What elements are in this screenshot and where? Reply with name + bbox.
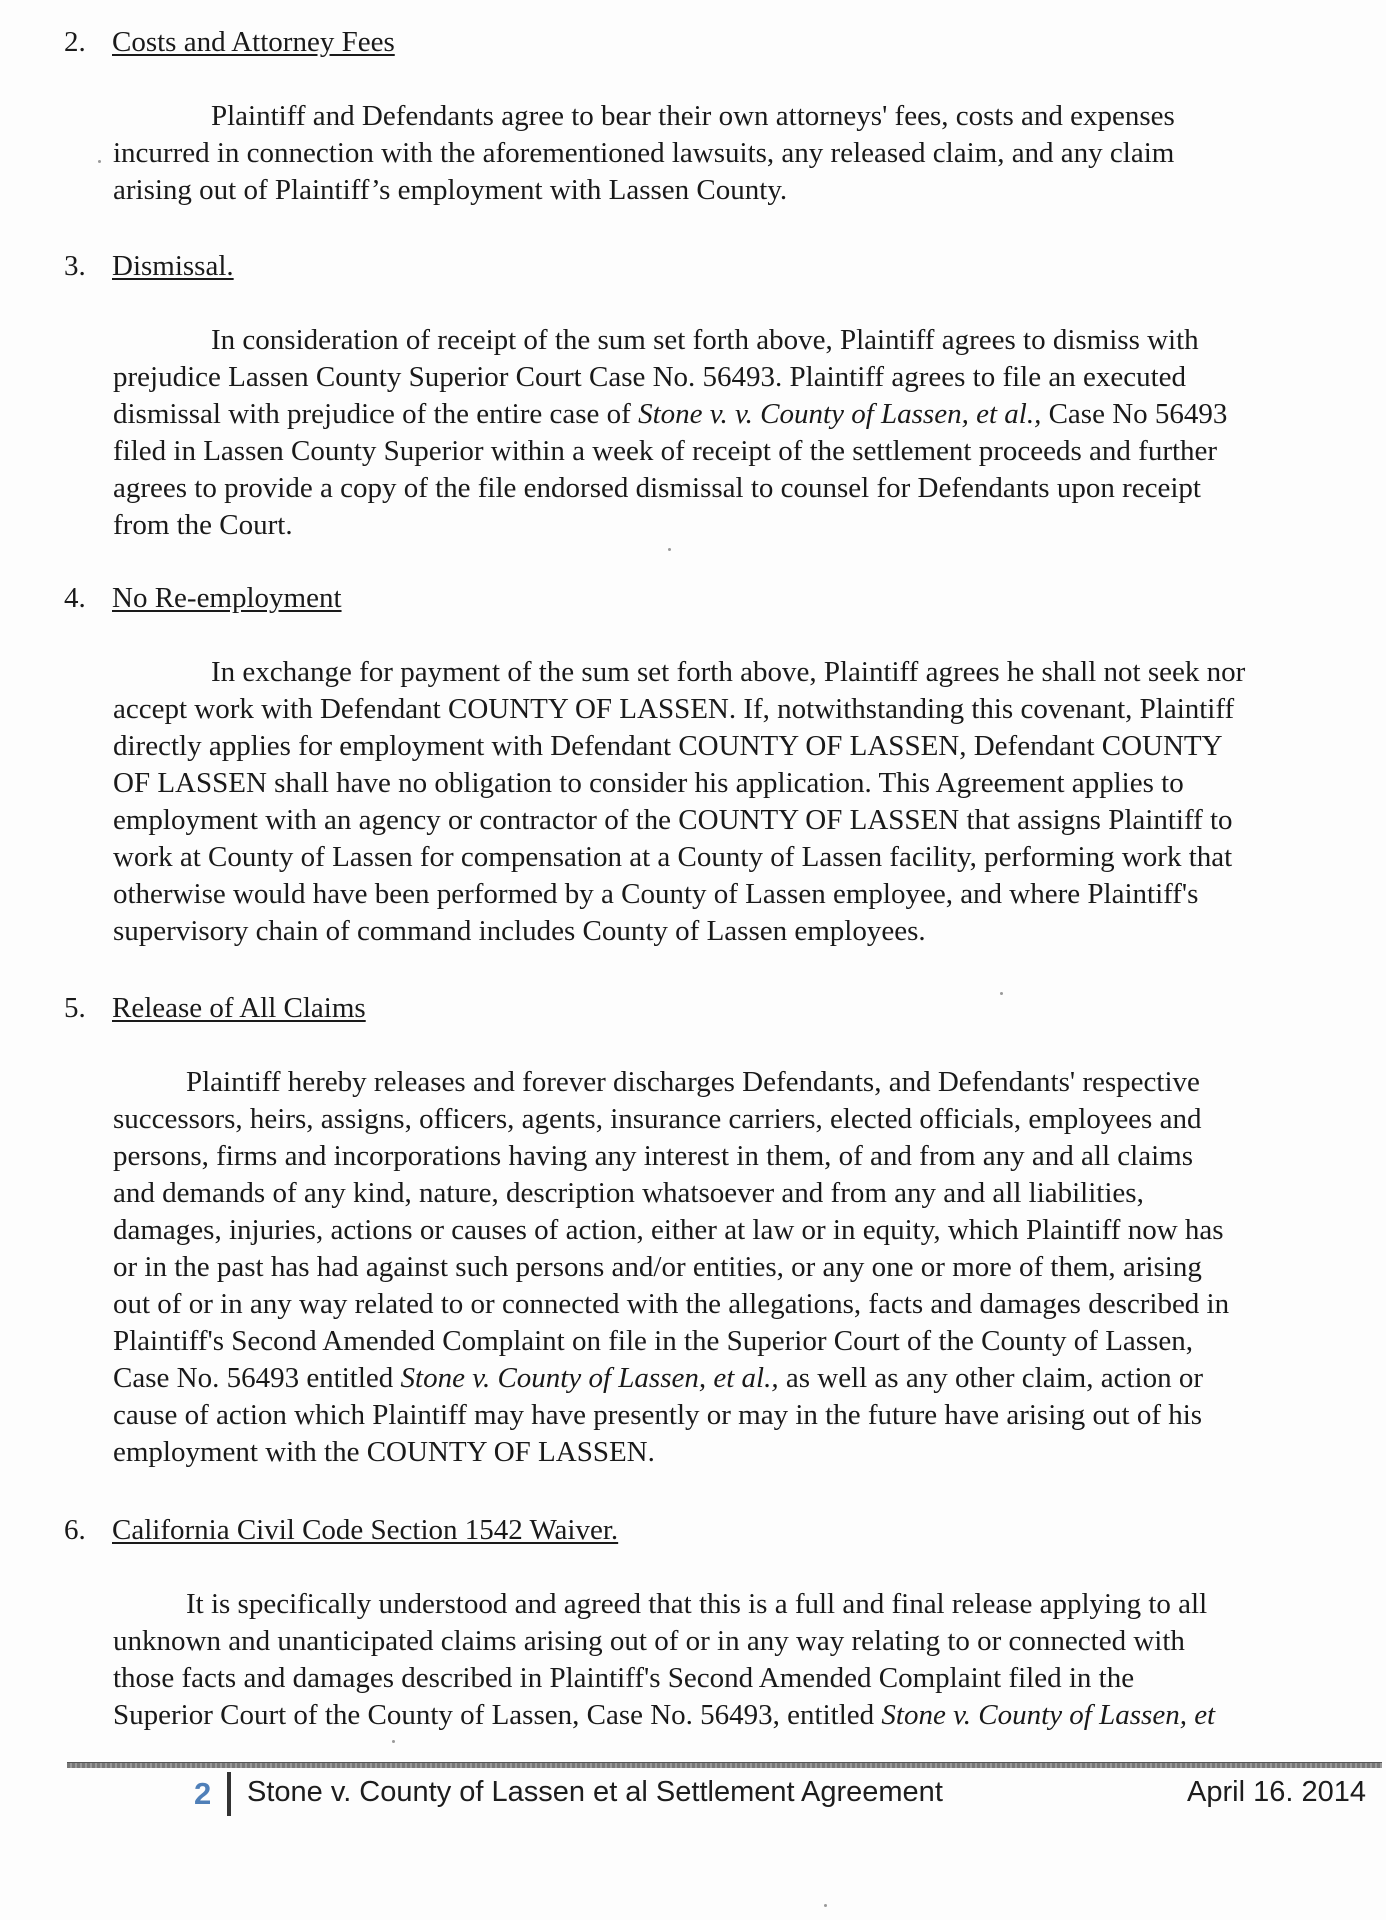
page-footer (190, 1772, 1380, 1812)
section-dismissal (64, 248, 1364, 541)
text-run: Case No 56493 (1041, 398, 1228, 430)
paragraph-line: arising out of Plaintiff’s employment with Lassen County. (113, 174, 788, 206)
paragraph-line: from the Court. (113, 509, 293, 541)
footer-rule (67, 1762, 1382, 1768)
scan-speck (392, 1740, 395, 1743)
page-number: 2 (194, 1776, 212, 1811)
paragraph-line: Plaintiff and Defendants agree to bear their own attorneys' fees, costs and expenses (211, 100, 1175, 132)
text-run: Case No. 56493 entitled (113, 1362, 401, 1394)
section-title: California Civil Code Section 1542 Waiver. (112, 1514, 619, 1546)
section-title: Dismissal. (112, 250, 234, 282)
scan-speck (98, 160, 101, 163)
case-citation: Stone v. County of Lassen, et al., (400, 1362, 779, 1394)
paragraph-line: agrees to provide a copy of the file endorsed dismissal to counsel for Defendants upon receipt (113, 472, 1201, 504)
paragraph-line: In exchange for payment of the sum set forth above, Plaintiff agrees he shall not seek nor (211, 656, 1246, 688)
paragraph-line: directly applies for employment with Defendant COUNTY OF LASSEN, Defendant COUNTY (113, 730, 1223, 762)
paragraph-line: employment with the COUNTY OF LASSEN. (113, 1436, 655, 1468)
section-title: Release of All Claims (112, 992, 366, 1024)
paragraph-line: accept work with Defendant COUNTY OF LASSEN. If, notwithstanding this covenant, Plaintiff (113, 693, 1235, 725)
footer-title: Stone v. County of Lassen et al Settlement Agreement (247, 1776, 943, 1808)
paragraph-line: and demands of any kind, nature, description whatsoever and from any and all liabilities, (113, 1177, 1144, 1209)
section-paragraph (113, 98, 1373, 209)
paragraph-line: incurred in connection with the aforementioned lawsuits, any released claim, and any claim (113, 137, 1175, 169)
paragraph-line: Plaintiff's Second Amended Complaint on file in the Superior Court of the County of Lassen, (113, 1325, 1193, 1357)
paragraph-line (113, 1697, 1373, 1734)
section-number: 5. (64, 992, 86, 1024)
paragraph-line: out of or in any way related to or connected with the allegations, facts and damages described in (113, 1288, 1230, 1320)
section-costs-attorney-fees (64, 24, 1364, 206)
paragraph-line: OF LASSEN shall have no obligation to consider his application. This Agreement applies to (113, 767, 1184, 799)
paragraph-line: or in the past has had against such persons and/or entities, or any one or more of them, arising (113, 1251, 1202, 1283)
section-title: Costs and Attorney Fees (112, 26, 395, 58)
section-heading (64, 580, 1364, 616)
section-number: 6. (64, 1514, 86, 1546)
section-number: 4. (64, 582, 86, 614)
paragraph-line: employment with an agency or contractor of the COUNTY OF LASSEN that assigns Plaintiff to (113, 804, 1233, 836)
paragraph-line (113, 396, 1373, 433)
paragraph-line: In consideration of receipt of the sum set forth above, Plaintiff agrees to dismiss with (211, 324, 1199, 356)
paragraph-line: filed in Lassen County Superior within a week of receipt of the settlement proceeds and further (113, 435, 1218, 467)
paragraph-line: damages, injuries, actions or causes of action, either at law or in equity, which Plaintiff now has (113, 1214, 1224, 1246)
section-paragraph (113, 322, 1373, 544)
section-number: 2. (64, 26, 86, 58)
section-title: No Re-employment (112, 582, 342, 614)
section-release-of-all-claims (64, 990, 1364, 1468)
paragraph-line: unknown and unanticipated claims arising out of or in any way relating to or connected with (113, 1625, 1185, 1657)
paragraph-line: prejudice Lassen County Superior Court Case No. 56493. Plaintiff agrees to file an executed (113, 361, 1186, 393)
section-number: 3. (64, 250, 86, 282)
paragraph-line: supervisory chain of command includes County of Lassen employees. (113, 915, 926, 947)
text-run: as well as any other claim, action or (778, 1362, 1203, 1394)
paragraph-line (113, 1360, 1373, 1397)
section-civil-code-1542-waiver (64, 1512, 1364, 1731)
scan-speck (824, 1904, 827, 1907)
section-heading (64, 990, 1364, 1026)
text-run: dismissal with prejudice of the entire case of (113, 398, 639, 430)
paragraph-line: It is specifically understood and agreed that this is a full and final release applying to all (186, 1588, 1208, 1620)
section-heading (64, 24, 1364, 60)
section-heading (64, 248, 1364, 284)
section-paragraph (113, 654, 1373, 950)
footer-date: April 16. 2014 (1187, 1776, 1366, 1808)
paragraph-line: persons, firms and incorporations having any interest in them, of and from any and all claims (113, 1140, 1193, 1172)
case-citation: Stone v. County of Lassen, et (881, 1699, 1216, 1731)
paragraph-line: those facts and damages described in Plaintiff's Second Amended Complaint filed in the (113, 1662, 1135, 1694)
scan-speck (1000, 992, 1003, 995)
text-run: Superior Court of the County of Lassen, Case No. 56493, entitled (113, 1699, 882, 1731)
paragraph-line: Plaintiff hereby releases and forever discharges Defendants, and Defendants' respective (186, 1066, 1200, 1098)
paragraph-line: work at County of Lassen for compensation at a County of Lassen facility, performing work that (113, 841, 1233, 873)
scan-speck (668, 548, 671, 551)
paragraph-line: otherwise would have been performed by a County of Lassen employee, and where Plaintiff's (113, 878, 1199, 910)
paragraph-line: cause of action which Plaintiff may have presently or may in the future have arising out of his (113, 1399, 1203, 1431)
paragraph-line: successors, heirs, assigns, officers, agents, insurance carriers, elected officials, employees and (113, 1103, 1202, 1135)
section-paragraph (113, 1586, 1373, 1734)
section-paragraph (113, 1064, 1373, 1471)
section-heading (64, 1512, 1364, 1548)
section-no-re-employment (64, 580, 1364, 947)
footer-separator (227, 1772, 231, 1816)
case-citation: Stone v. v. County of Lassen, et al., (638, 398, 1042, 430)
